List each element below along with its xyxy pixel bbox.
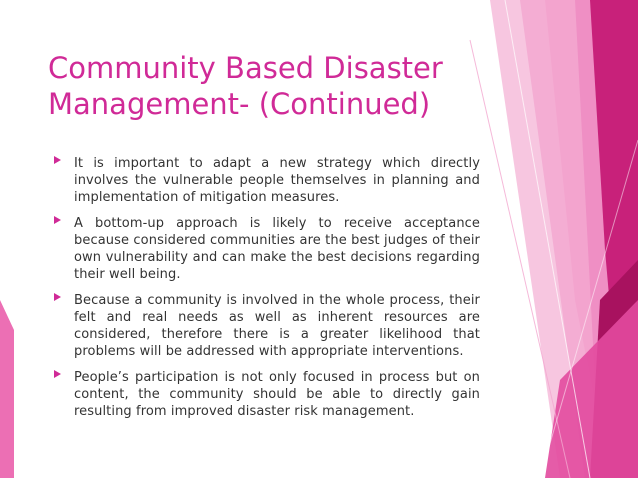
bullet-text: Because a community is involved in the whole process, their felt and real needs as well as inherent resources are considered, therefore there is a greater likelihood that problems will be addressed with appropriate interventions. [74, 293, 480, 359]
triangle-bullet-icon [54, 156, 61, 164]
bullet-text: A bottom-up approach is likely to receive acceptance because considered communities are the best judges of their own vulnerability and can make the best decisions regarding their well being. [74, 216, 480, 282]
bullet-item [54, 369, 480, 420]
bullet-item [54, 292, 480, 360]
bullet-item [54, 155, 480, 206]
slide-title-line-1: Community Based Disaster [48, 51, 443, 85]
bullet-item [54, 215, 480, 283]
slide-title [48, 50, 468, 122]
bullet-text: It is important to adapt a new strategy which directly involves the vulnerable people themselves in planning and implementation of mitigation measures. [74, 156, 480, 205]
triangle-bullet-icon [54, 216, 61, 224]
left-accent-shape [0, 300, 14, 478]
triangle-bullet-icon [54, 370, 61, 378]
bullet-text: People’s participation is not only focused in process but on content, the community should be able to directly gain resulting from improved disaster risk management. [74, 370, 480, 419]
slide-title-line-2: Management- (Continued) [48, 87, 431, 121]
triangle-bullet-icon [54, 293, 61, 301]
bullet-list [54, 155, 480, 429]
